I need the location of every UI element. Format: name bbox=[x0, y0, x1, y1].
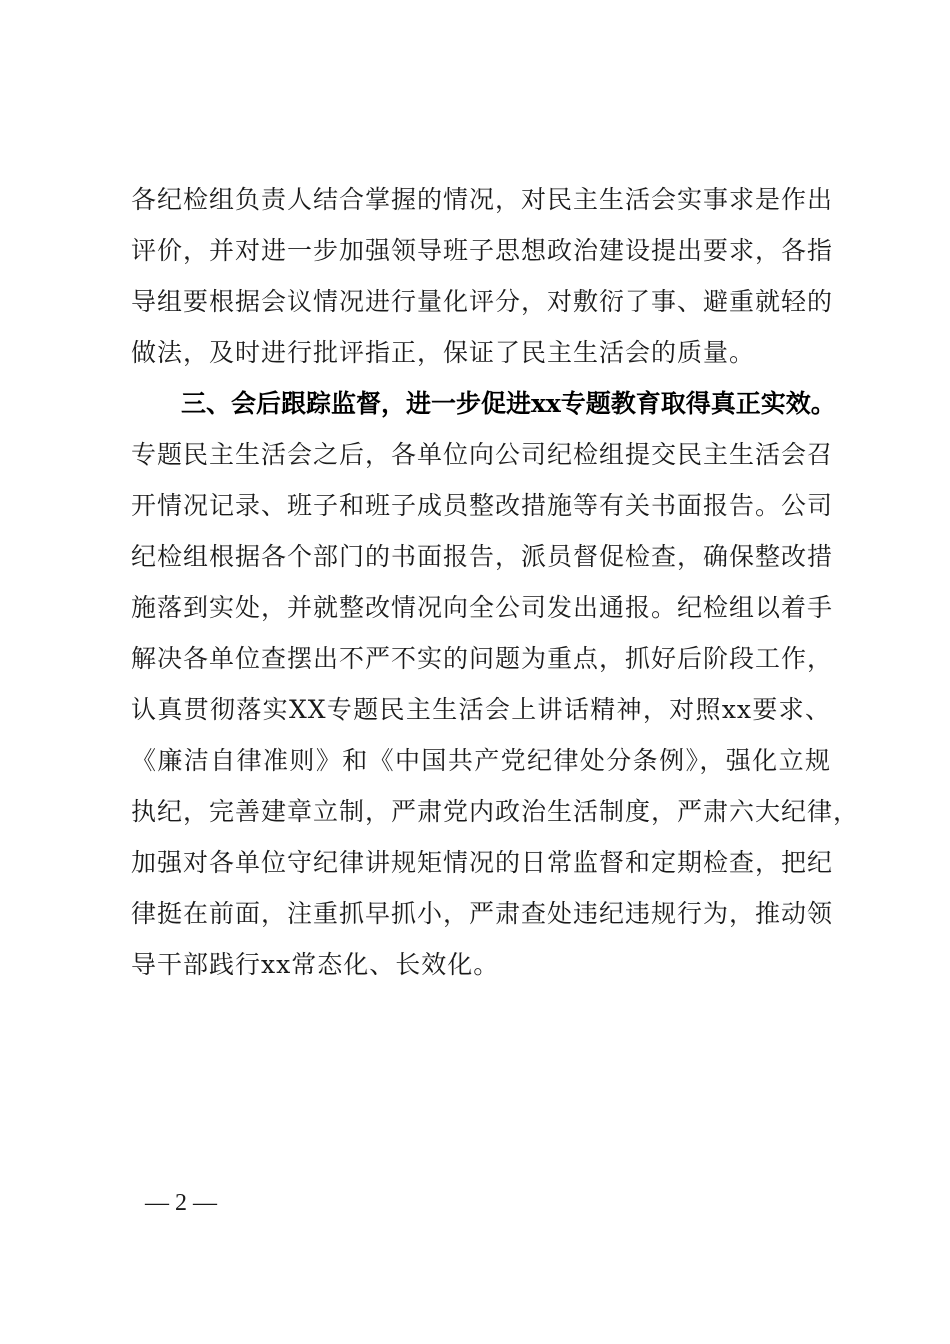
paragraph-2-line: 解决各单位查摆出不严不实的问题为重点，抓好后阶段工作， bbox=[131, 644, 834, 673]
paragraph-1-line: 做法，及时进行批评指正，保证了民主生活会的质量。 bbox=[131, 338, 756, 367]
paragraph-2-line: 执纪，完善建章立制，严肃党内政治生活制度，严肃六大纪律， bbox=[131, 797, 860, 826]
paragraph-1-line: 导组要根据会议情况进行量化评分，对敷衍了事、避重就轻的 bbox=[131, 287, 834, 316]
paragraph-2-line: 开情况记录、班子和班子成员整改措施等有关书面报告。公司 bbox=[131, 491, 834, 520]
page-number: — 2 — bbox=[145, 1190, 217, 1216]
body-text bbox=[131, 174, 860, 990]
paragraph-2-line: 律挺在前面，注重抓早抓小，严肃查处违纪违规行为，推动领 bbox=[131, 899, 834, 928]
paragraph-2-line: 加强对各单位守纪律讲规矩情况的日常监督和定期检查，把纪 bbox=[131, 848, 834, 877]
paragraph-2-line: 专题民主生活会之后，各单位向公司纪检组提交民主生活会召 bbox=[131, 440, 834, 469]
paragraph-2-line: 导干部践行xx常态化、长效化。 bbox=[131, 950, 500, 979]
section-heading: 三、会后跟踪监督，进一步促进xx专题教育取得真正实效。 bbox=[181, 389, 836, 418]
paragraph-2-line: 认真贯彻落实XX专题民主生活会上讲话精神，对照xx要求、 bbox=[131, 695, 831, 724]
paragraph-1-line: 评价，并对进一步加强领导班子思想政治建设提出要求，各指 bbox=[131, 236, 834, 265]
paragraph-2-line: 《廉洁自律准则》和《中国共产党纪律处分条例》，强化立规 bbox=[131, 746, 831, 775]
paragraph-2-line: 纪检组根据各个部门的书面报告，派员督促检查，确保整改措 bbox=[131, 542, 834, 571]
paragraph-1-line: 各纪检组负责人结合掌握的情况，对民主生活会实事求是作出 bbox=[131, 185, 834, 214]
paragraph-2-line: 施落到实处，并就整改情况向全公司发出通报。纪检组以着手 bbox=[131, 593, 834, 622]
